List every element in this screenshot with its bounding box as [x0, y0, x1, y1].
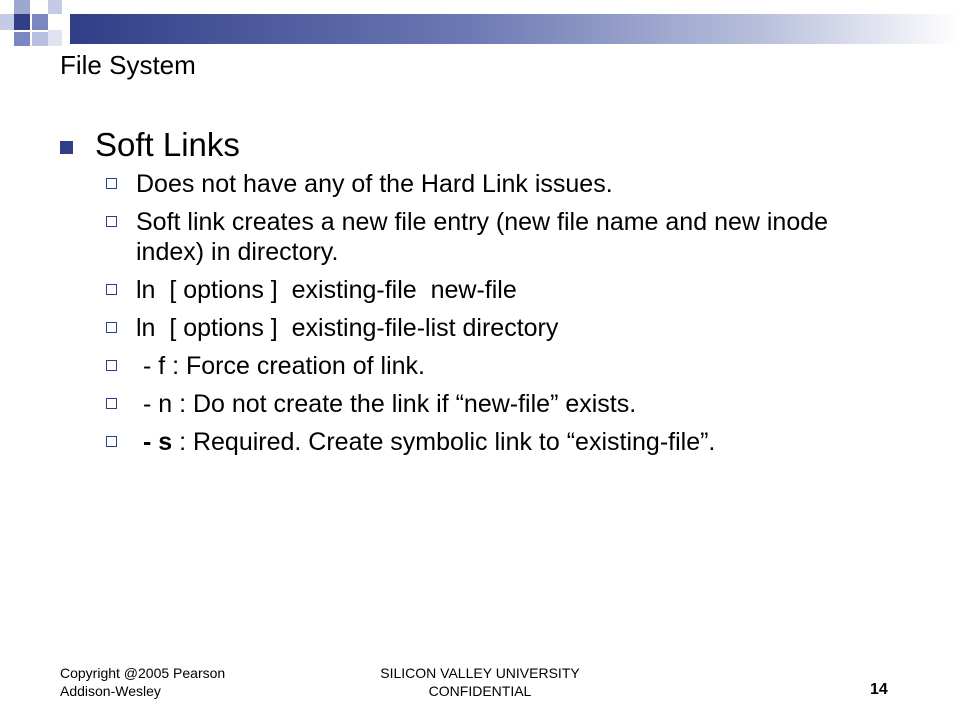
list-item: [106, 313, 896, 343]
list-item-text: ln [ options ] existing-file-list directory: [136, 314, 559, 342]
decor-square: [14, 14, 30, 30]
checkbox-bullet-icon: [106, 178, 117, 189]
list-item-text: : Required. Create symbolic link to “existing-file”.: [172, 428, 716, 456]
bullet-square-icon: [60, 141, 73, 154]
checkbox-bullet-icon: [106, 360, 117, 371]
slide-title: File System: [60, 50, 196, 80]
decor-square: [14, 32, 30, 46]
checkbox-bullet-icon: [106, 284, 117, 295]
list-item: [106, 169, 896, 199]
list-item-text: - f : Force creation of link.: [136, 352, 425, 380]
sub-bullet-list: [106, 169, 896, 465]
decor-square: [14, 0, 30, 14]
decor-square: [48, 0, 62, 14]
list-item: [106, 351, 896, 381]
header-bar: [70, 14, 960, 44]
footer-confidential: SILICON VALLEY UNIVERSITY CONFIDENTIAL: [380, 665, 580, 699]
list-item: [106, 207, 896, 267]
list-item: [106, 389, 896, 419]
checkbox-bullet-icon: [106, 398, 117, 409]
list-item-text: - n : Do not create the link if “new-file” exists.: [136, 390, 637, 418]
list-item-text: Soft link creates a new file entry (new file name and new inode index) in directory.: [136, 208, 829, 266]
decor-square: [32, 14, 48, 30]
list-item: [106, 275, 896, 305]
checkbox-bullet-icon: [106, 216, 117, 227]
decor-square: [0, 14, 14, 30]
list-item-bold: - s: [136, 428, 173, 456]
checkbox-bullet-icon: [106, 322, 117, 333]
footer-copyright: Copyright @2005 Pearson Addison-Wesley: [60, 665, 226, 699]
list-item-text: Does not have any of the Hard Link issues.: [136, 170, 613, 198]
list-item-text: ln [ options ] existing-file new-file: [136, 276, 517, 304]
decor-square: [32, 32, 48, 46]
page-number: 14: [870, 681, 888, 698]
main-bullet-text: Soft Links: [95, 126, 240, 163]
list-item: [106, 427, 896, 457]
main-bullet: [60, 126, 240, 164]
checkbox-bullet-icon: [106, 436, 117, 447]
decor-square: [48, 30, 62, 46]
